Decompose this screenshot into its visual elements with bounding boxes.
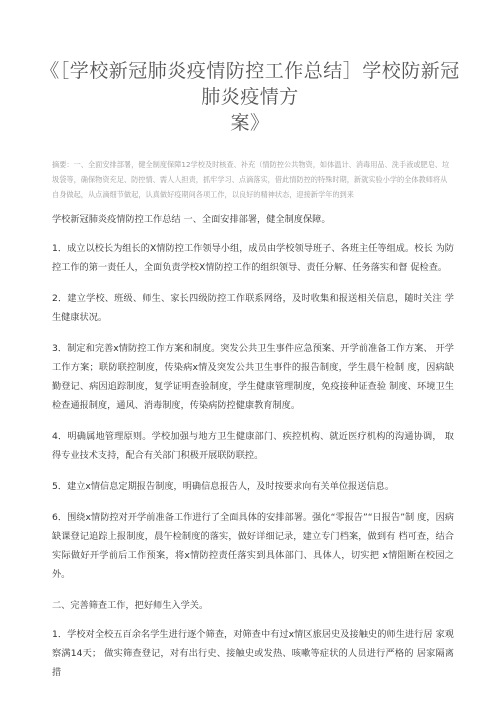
title-line-2: 案》 <box>230 112 270 134</box>
paragraph-6: 6．围绕x情防控对开学前准备工作进行了全面具体的安排部署。强化“零报告”“日报告”制 度，因病缺课登记追踪上报制度，晨午检制度的落实，做好详细记录，建立专门档案，做到有 档可查，结合实际做好开学前后工作预案，将x情防控责任落实到具体部门、具体人，切实把 x情阻断在校园之外。 <box>52 512 454 580</box>
document-body <box>52 210 454 694</box>
paragraph-2: 2．建立学校、班级、师生、家长四级防控工作联系网络，及时收集和报送相关信息，随时关注 学生健康状况。 <box>52 293 454 323</box>
paragraph-7: 1．学校对全校五百余名学生进行逐个筛查，对筛查中有过x情区旅居史及接触史的师生进行居 家观察满14天； 做实筛查登记，对有出行史、接触史或发热、咳嗽等症状的人员进行严格的 居家隔离措 <box>52 629 454 678</box>
paragraph-4: 4．明确属地管理原则。学校加强与地方卫生健康部门、疾控机构、就近医疗机构的沟通协调， 取得专业技术支持，配合有关部门积极开展联防联控。 <box>52 431 454 461</box>
title-line-1: 《［学校新冠肺炎疫情防控工作总结］学校防新冠肺炎疫情方 <box>40 60 460 108</box>
section-heading-2: 二、完善筛查工作，把好师生入学关。 <box>52 600 209 611</box>
paragraph-5: 5．建立x情信息定期报告制度，明确信息报告人，及时按要求向有关单位报送信息。 <box>52 481 395 492</box>
document-title <box>40 58 460 136</box>
section-heading-1: 学校新冠肺炎疫情防控工作总结 一、全面安排部署，健全制度保障。 <box>52 214 331 225</box>
abstract-text: 摘要：一、全面安排部署，健全制度保障12学校及时核查、补充（情防控公共物资，如体温计、消毒用品、洗手液或肥皂、垃圾袋等，确保物资充足、防控情、需人人担责，抓牢学习、点滴落实，借此情防控的特殊时期，新就实验小学的全体教师将从自身做起，从点滴细节做起，认真做好疫期间各项工作，以良好的精神状态，迎接新学年的到来 <box>52 160 450 199</box>
paragraph-3: 3．制定和完善x情防控工作方案和制度。突发公共卫生事件应急预案、开学前准备工作方案、 开学工作方案；联防联控制度，传染病x情及突发公共卫生事件的报告制度，学生晨午检制 度，因病缺勤登记、病因追踪制度，复学证明查验制度，学生健康管理制度，免疫接种证查验 制度、环境卫生检查通报制度，通风、消毒制度，传染病防控健康教育制度。 <box>52 343 454 411</box>
paragraph-1: 1．成立以校长为组长的X情防控工作领导小组，成员由学校领导班子、各班主任等组成。校长 为防控工作的第一责任人，全面负责学校X情防控工作的组织领导、责任分解、任务落实和督 促检查。 <box>52 243 454 273</box>
